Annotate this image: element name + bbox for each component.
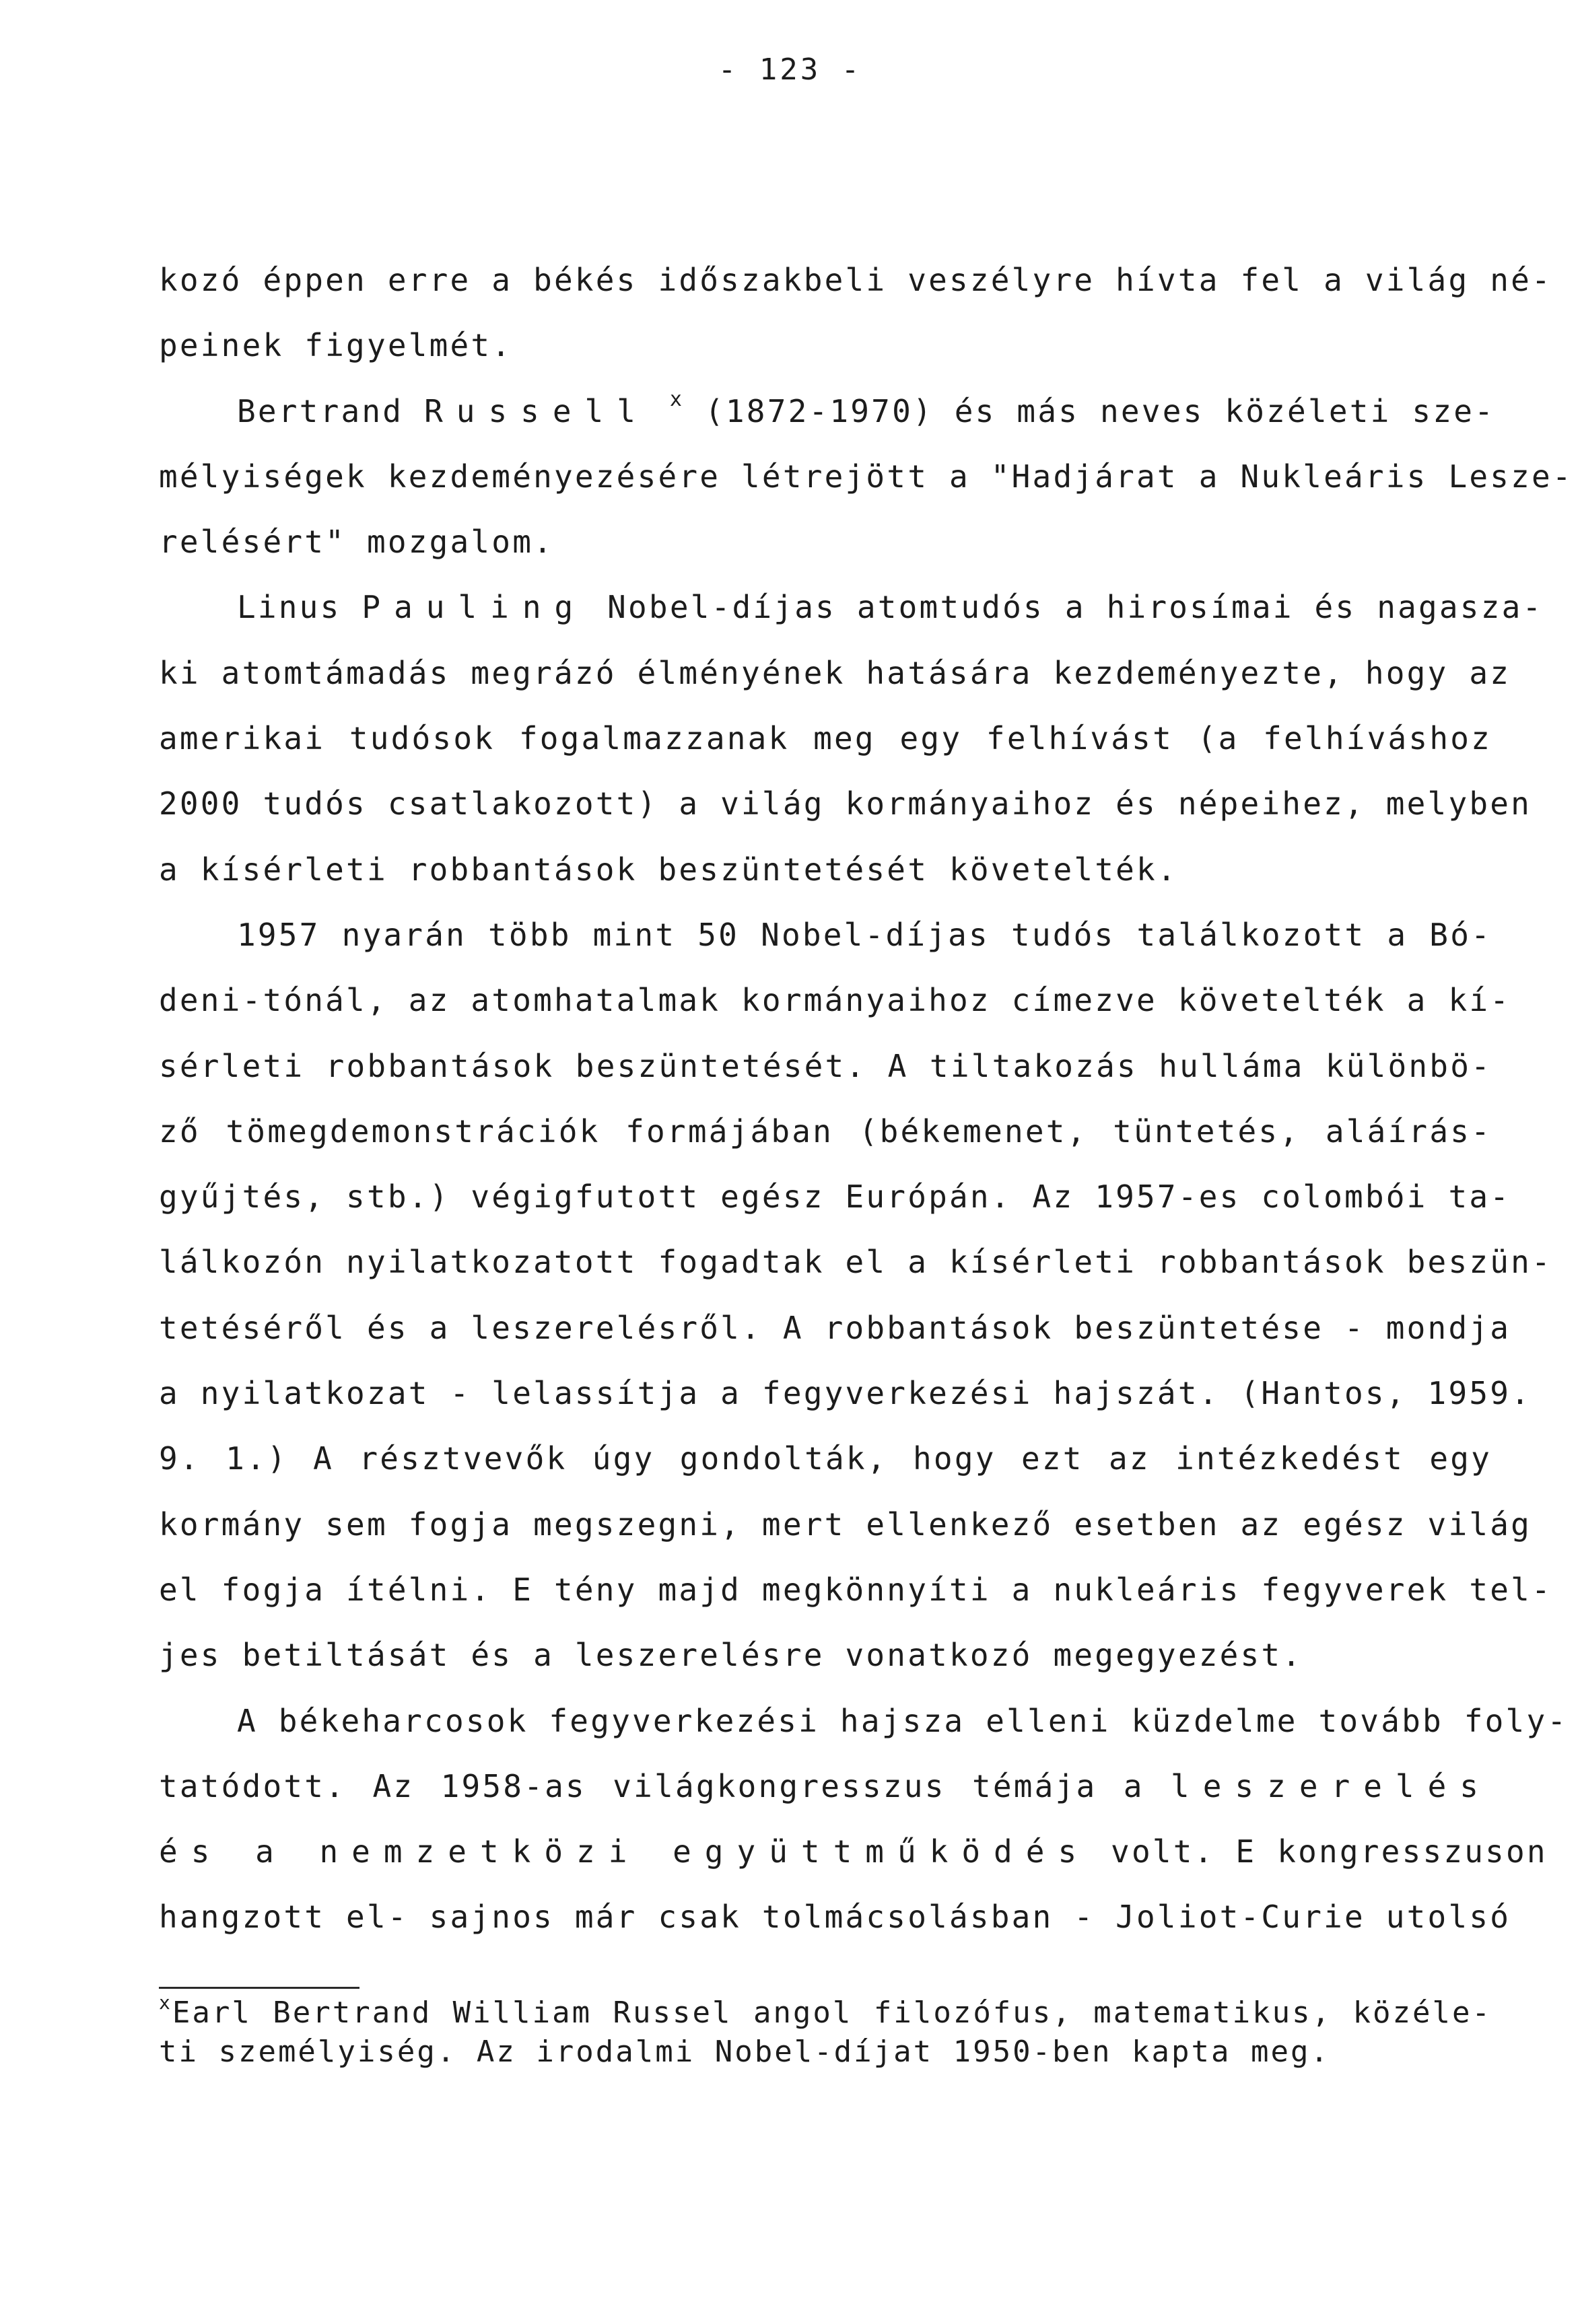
footnote [159,1994,1492,2072]
text-line: 2000 tudós csatlakozott) a világ kormányaihoz és népeihez, melyben [159,785,1532,822]
text-segment: Bertrand Russell [237,392,649,429]
footnote-line [159,1994,1492,2033]
text-line: kozó éppen erre a békés időszakbeli veszélyre hívta fel a világ né- [159,262,1552,298]
text-line: gyűjtés, stb.) végigfutott egész Európán. Az 1957-es colombói ta- [159,1178,1511,1216]
text-line: kormány sem fogja megszegni, mert ellenkező esetben az egész világ [159,1506,1532,1543]
text-line: a nyilatkozat - lelassítja a fegyverkezési hajszát. (Hantos, 1959. [159,1375,1532,1412]
text-line: hangzott el- sajnos már csak tolmácsolásban - Joliot-Curie utolsó [159,1899,1511,1936]
text-line: mélyiségek kezdeményezésére létrejött a "Hadjárat a Nukleáris Lesze- [159,458,1573,495]
text-line: relésért" mozgalom. [159,524,554,561]
spaced-name: Russell [424,392,649,429]
text-line: el fogja ítélni. E tény majd megkönnyíti a nukleáris fegyverek tel- [159,1571,1552,1608]
footnote-mark: x [159,1992,172,2014]
text-segment: (1872-1970) és más neves közéleti sze- [705,392,1496,429]
text-line: a kísérleti robbantások beszüntetését követelték. [159,851,1178,888]
text-line [159,1819,1548,1885]
text-line [159,1754,1492,1819]
footnote-divider [159,1987,359,1989]
spaced-emphasis: leszerelés [1171,1767,1492,1804]
text-line: Linus Pauling Nobel-díjas atomtudós a hirosímai és nagasza- [237,589,1544,626]
spaced-name: Pauling [362,589,587,626]
text-line: jes betiltását és a leszerelésre vonatkozó megegyezést. [159,1637,1303,1674]
text-line: sérleti robbantások beszüntetését. A tiltakozás hulláma különbö- [159,1047,1492,1084]
footnote-line: ti személyiség. Az irodalmi Nobel-díjat 1950-ben kapta meg. [159,2035,1330,2069]
text-segment: volt. E kongresszuson [1111,1833,1548,1870]
text-segment: Earl Bertrand William Russel angol filozófus, matematikus, közéle- [172,1996,1492,2030]
text-line: peinek figyelmét. [159,327,513,364]
text-line: lálkozón nyilatkozatott fogadtak el a kísérleti robbantások beszün- [159,1244,1552,1281]
footnote-marker: x [669,387,685,411]
text-line: ző tömegdemonstrációk formájában (békemenet, tüntetés, aláírás- [159,1113,1492,1150]
text-line: 9. 1.) A résztvevők úgy gondolták, hogy ezt az intézkedést egy [159,1440,1492,1477]
text-line [159,379,1496,444]
text-line: tetéséről és a leszerelésről. A robbantások beszüntetése - mondja [159,1309,1511,1346]
text-line: amerikai tudósok fogalmazzanak meg egy felhívást (a felhíváshoz [159,720,1492,757]
text-line: ki atomtámadás megrázó élményének hatására kezdeményezte, hogy az [159,654,1511,691]
text-line: A békeharcosok fegyverkezési hajsza elleni küzdelme tovább foly- [237,1702,1569,1739]
text-segment: tatódott. Az 1958-as világkongresszus témája a [159,1767,1144,1804]
text-line: 1957 nyarán több mint 50 Nobel-díjas tudós találkozott a Bó- [237,916,1492,953]
body-text [159,248,1573,1950]
page-number: - 123 - [718,52,862,87]
text-line: deni-tónál, az atomhatalmak kormányaihoz címezve követelték a kí- [159,982,1511,1019]
spaced-emphasis: és a nemzetközi együttműködés [159,1833,1091,1870]
